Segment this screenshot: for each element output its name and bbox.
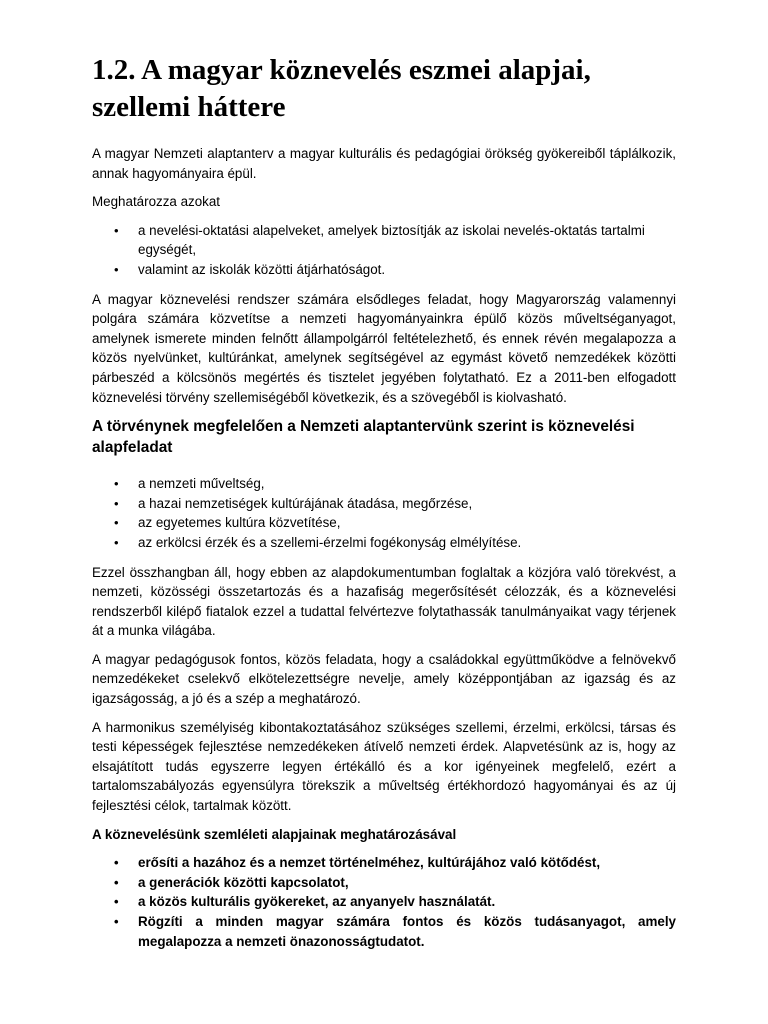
bullet-icon: • xyxy=(114,261,119,277)
paragraph: A magyar köznevelési rendszer számára elsődleges feladat, hogy Magyarország valamennyi polgára számára közvetítse a nemzeti hagyományainkra épülő közös műveltséganyagot, amelynek ismerete minden felnőtt állampolgárról feltételezhető, és ennek révén megalapozza a közös nyelvünket, kultúránkat, amelynek segítségével az egymást követő nemzedékek közötti párbeszéd a kölcsönös megértés és tisztelet jegyében folytatható. Ez a 2011-ben elfogadott köznevelési törvény szellemiségéből következik, és a szövegéből is kiolvasható. xyxy=(92,291,676,405)
list-item: • a nemzeti műveltség, xyxy=(92,474,676,494)
paragraph: Ezzel összhangban áll, hogy ebben az alapdokumentumban foglaltak a közjóra való törekvést, a nemzeti, közösségi összetartozás és a hazafiság megerősítését célozzák, és a köznevelési rendszerből kilépő fiatalok ezzel a tudattal felvértezve folytathassák tanulmányaikat vagy térjenek át a munka világába. xyxy=(92,564,676,639)
bullet-icon: • xyxy=(114,476,119,492)
list-item: • a hazai nemzetiségek kultúrájának átadása, megőrzése, xyxy=(92,494,676,514)
section-heading: A törvénynek megfelelően a Nemzeti alaptantervünk szerint is köznevelési alapfeladat xyxy=(92,418,635,457)
list-item: • a közös kulturális gyökereket, az anyanyelv használatát. xyxy=(92,892,676,912)
list-item: • erősíti a hazához és a nemzet történelméhez, kultúrájához való kötődést, xyxy=(92,853,676,873)
paragraph: A harmonikus személyiség kibontakoztatásához szükséges szellemi, érzelmi, erkölcsi, társas és testi képességek fejlesztése nemzedékeken átívelő nemzeti érdek. Alapvetésünk az is, hogy az elsajátított tudás egyszerre legyen értékálló és a kor igényeinek megfelelő, ezért a tartalomszabályozás egyensúlyra törekszik a műveltség értékhordozó hagyományai és az új fejlesztési célok, tartalmak között. xyxy=(92,719,676,814)
list-item: • Rögzíti a minden magyar számára fontos és közös tudásanyagot, amely megalapozza a nemzeti önazonosságtudatot. xyxy=(114,914,676,949)
bullet-icon: • xyxy=(114,515,119,531)
bullet-icon: • xyxy=(114,495,119,511)
list-item: • valamint az iskolák közötti átjárhatóságot. xyxy=(92,260,676,280)
principles-list xyxy=(92,221,676,280)
list-item: • a generációk közötti kapcsolatot, xyxy=(92,873,676,893)
list-item: • a nevelési-oktatási alapelveket, amelyek biztosítják az iskolai nevelés-oktatás tartalmi egységét, xyxy=(114,222,645,258)
subsection-heading: A köznevelésünk szemléleti alapjainak meghatározásával xyxy=(92,826,457,842)
bullet-icon: • xyxy=(114,914,119,929)
paragraph: A magyar pedagógusok fontos, közös feladata, hogy a családokkal együttműködve a felnövekvő nemzedékeket cselekvő elkötelezettségre nevelje, amely középpontjában az igazság és az igazságosság, a jó és a szép a meghatározó. xyxy=(92,651,676,707)
bullet-icon: • xyxy=(114,855,119,871)
page-title: 1.2. A magyar köznevelés eszmei alapjai, szellemi háttere xyxy=(92,54,591,123)
list1-lead: Meghatározza azokat xyxy=(92,194,221,210)
intro-paragraph: A magyar Nemzeti alaptanterv a magyar kulturális és pedagógiai örökség gyökereiből táplálkozik, annak hagyományaira épül. xyxy=(92,146,676,181)
bullet-icon: • xyxy=(114,222,119,238)
tasks-list xyxy=(92,474,676,552)
list-item: • az egyetemes kultúra közvetítése, xyxy=(92,513,676,533)
list-item: • az erkölcsi érzék és a szellemi-érzelmi fogékonyság elmélyítése. xyxy=(92,533,676,553)
bullet-icon: • xyxy=(114,894,119,910)
foundations-list xyxy=(92,853,676,951)
bullet-icon: • xyxy=(114,874,119,890)
bullet-icon: • xyxy=(114,534,119,550)
